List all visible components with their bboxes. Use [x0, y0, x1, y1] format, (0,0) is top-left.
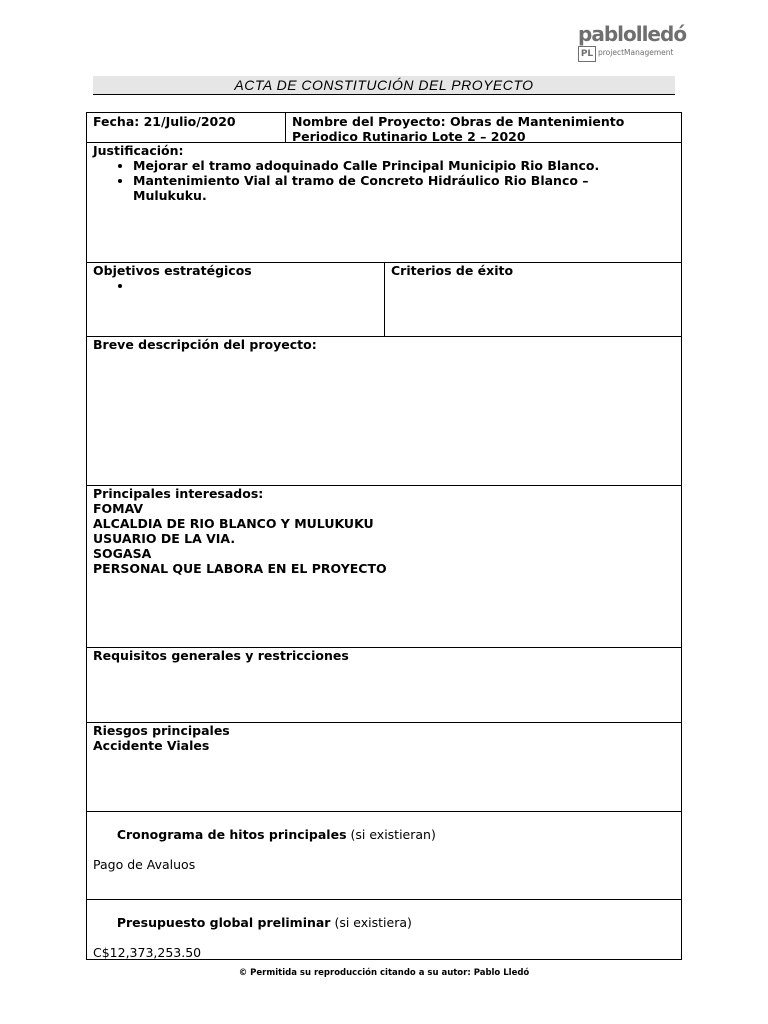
cronograma-cell — [86, 811, 682, 900]
cronograma-note: (si existieran) — [346, 827, 436, 842]
riesgos-value: Accidente Viales — [93, 738, 210, 753]
list-item — [133, 173, 681, 203]
objetivos-label: Objetivos estratégicos — [93, 263, 252, 278]
logo-mark-icon: PL — [578, 46, 596, 62]
justificacion-cell — [86, 142, 682, 263]
cronograma-value: Pago de Avaluos — [93, 857, 196, 872]
interesado-line: ALCALDIA DE RIO BLANCO Y MULUKUKU — [93, 516, 374, 531]
brand-logo — [574, 22, 687, 62]
interesado-line: USUARIO DE LA VIA. — [93, 531, 236, 546]
justificacion-item-2: Mantenimiento Vial al tramo de Concreto Hidráulico Rio Blanco – Mulukuku. — [133, 173, 589, 203]
criterios-label: Criterios de éxito — [391, 263, 514, 278]
logo-tagline: projectManagement — [598, 48, 674, 57]
interesado-line: PERSONAL QUE LABORA EN EL PROYECTO — [93, 561, 387, 576]
list-item — [133, 158, 681, 173]
interesado-line: FOMAV — [93, 501, 144, 516]
requisitos-cell — [86, 647, 682, 723]
justificacion-item-1: Mejorar el tramo adoquinado Calle Principal Municipio Rio Blanco. — [133, 158, 600, 173]
presupuesto-label: Presupuesto global preliminar — [116, 915, 331, 930]
cronograma-label: Cronograma de hitos principales — [116, 827, 347, 842]
presupuesto-cell — [86, 899, 682, 960]
interesados-label: Principales interesados: — [93, 486, 264, 501]
nombre-proyecto-cell — [285, 112, 682, 143]
charter-form — [86, 112, 682, 960]
footer-copyright: © Permitida su reproducción citando a su autor: Pablo Lledó — [238, 968, 530, 978]
fecha-text: Fecha: 21/Julio/2020 — [93, 114, 236, 129]
interesados-cell — [86, 485, 682, 648]
interesado-line: SOGASA — [93, 546, 152, 561]
riesgos-label: Riesgos principales — [93, 723, 230, 738]
fecha-cell — [86, 112, 286, 143]
objetivos-cell — [86, 262, 385, 337]
list-item — [133, 278, 384, 293]
logo-wordmark: pablolledó — [578, 22, 687, 46]
requisitos-label: Requisitos generales y restricciones — [93, 648, 349, 663]
objetivos-list — [87, 278, 384, 293]
riesgos-cell — [86, 722, 682, 812]
nombre-proyecto-text: Nombre del Proyecto: Obras de Mantenimiento Periodico Rutinario Lote 2 – 2020 — [292, 114, 625, 144]
justificacion-list — [87, 158, 681, 203]
justificacion-label: Justificación: — [93, 143, 184, 158]
criterios-cell — [384, 262, 682, 337]
descripcion-cell — [86, 336, 682, 486]
descripcion-label: Breve descripción del proyecto: — [93, 337, 317, 352]
presupuesto-note: (si existiera) — [330, 915, 412, 930]
presupuesto-value: C$12,373,253.50 — [93, 945, 202, 960]
document-title: ACTA DE CONSTITUCIÓN DEL PROYECTO — [93, 76, 675, 95]
